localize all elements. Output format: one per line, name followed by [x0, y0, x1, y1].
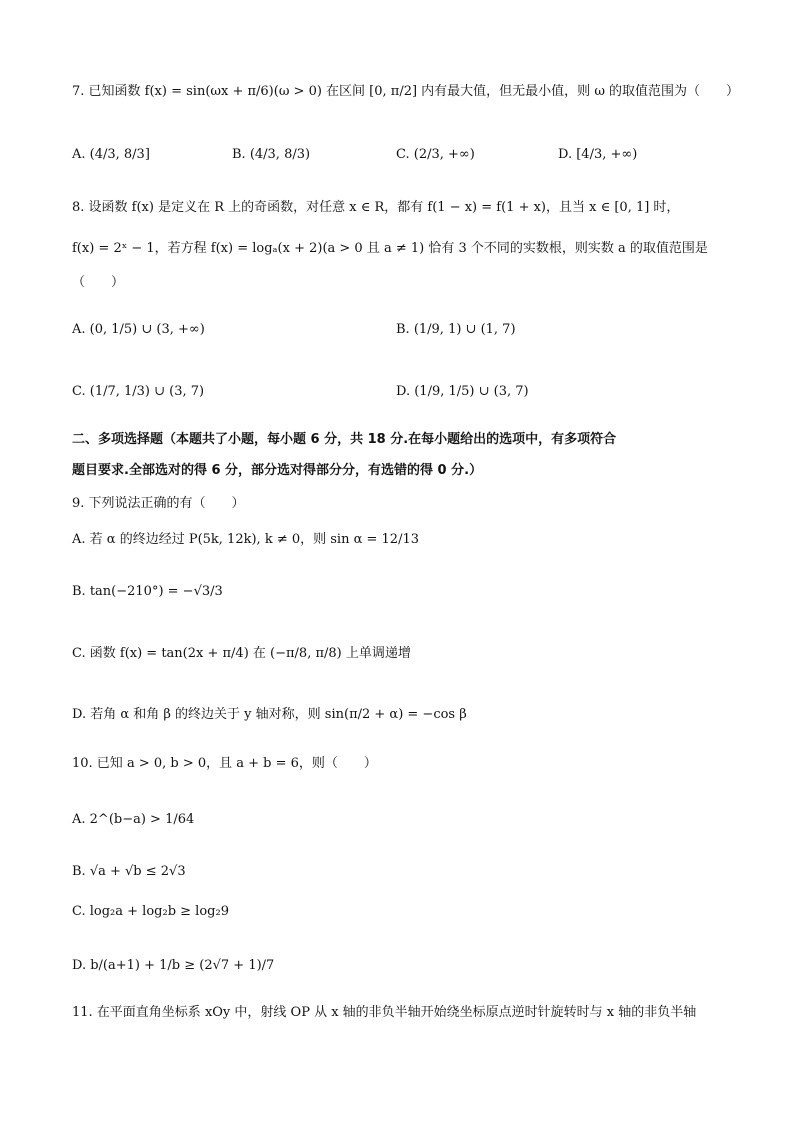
- q7-option-c: C. (2/3, +∞): [396, 147, 475, 162]
- q10-option-d: D. b/(a+1) + 1/b ≥ (2√7 + 1)/7: [72, 958, 275, 973]
- q7-option-a: A. (4/3, 8/3]: [72, 147, 150, 162]
- q8-option-d: D. (1/9, 1/5) ∪ (3, 7): [396, 384, 529, 399]
- q9-option-c: C. 函数 f(x) = tan(2x + π/4) 在 (−π/8, π/8) 上单调递增: [72, 646, 411, 661]
- q7-option-b: B. (4/3, 8/3): [232, 147, 311, 162]
- q8-stem-line3: （ ）: [72, 275, 125, 290]
- q8-stem-line1: 8. 设函数 f(x) 是定义在 R 上的奇函数，对任意 x ∈ R，都有 f(1 − x) = f(1 + x)，且当 x ∈ [0, 1] 时，: [72, 200, 680, 215]
- q8-option-c: C. (1/7, 1/3) ∪ (3, 7): [72, 384, 205, 399]
- section2-heading-line2: 题目要求.全部选对的得 6 分，部分选对得部分分，有选错的得 0 分.）: [72, 463, 483, 478]
- q9-option-a: A. 若 α 的终边经过 P(5k, 12k), k ≠ 0，则 sin α = 12/13: [72, 532, 419, 547]
- q9-option-b: B. tan(−210°) = −√3/3: [72, 584, 223, 599]
- q8-stem-line2: f(x) = 2ˣ − 1，若方程 f(x) = logₐ(x + 2)(a > 0 且 a ≠ 1) 恰有 3 个不同的实数根，则实数 a 的取值范围是: [72, 241, 708, 256]
- q8-option-a: A. (0, 1/5) ∪ (3, +∞): [72, 322, 205, 337]
- q11-stem: 11. 在平面直角坐标系 xOy 中，射线 OP 从 x 轴的非负半轴开始绕坐标原点逆时针旋转时与 x 轴的非负半轴: [72, 1005, 697, 1020]
- q7-stem: 7. 已知函数 f(x) = sin(ωx + π/6)(ω > 0) 在区间 [0, π/2] 内有最大值，但无最小值，则 ω 的取值范围为（ ）: [72, 84, 740, 99]
- section2-heading-line1: 二、多项选择题（本题共了小题，每小题 6 分，共 18 分.在每小题给出的选项中，有多项符合: [72, 432, 617, 447]
- q9-stem: 9. 下列说法正确的有（ ）: [72, 496, 245, 511]
- q10-stem: 10. 已知 a > 0, b > 0，且 a + b = 6，则（ ）: [72, 756, 377, 771]
- q10-option-b: B. √a + √b ≤ 2√3: [72, 864, 186, 879]
- q9-option-d: D. 若角 α 和角 β 的终边关于 y 轴对称，则 sin(π/2 + α) = −cos β: [72, 707, 467, 722]
- q8-option-b: B. (1/9, 1) ∪ (1, 7): [396, 322, 516, 337]
- q7-option-d: D. [4/3, +∞): [558, 147, 638, 162]
- q10-option-a: A. 2^(b−a) > 1/64: [72, 812, 195, 827]
- q10-option-c: C. log₂a + log₂b ≥ log₂9: [72, 904, 229, 919]
